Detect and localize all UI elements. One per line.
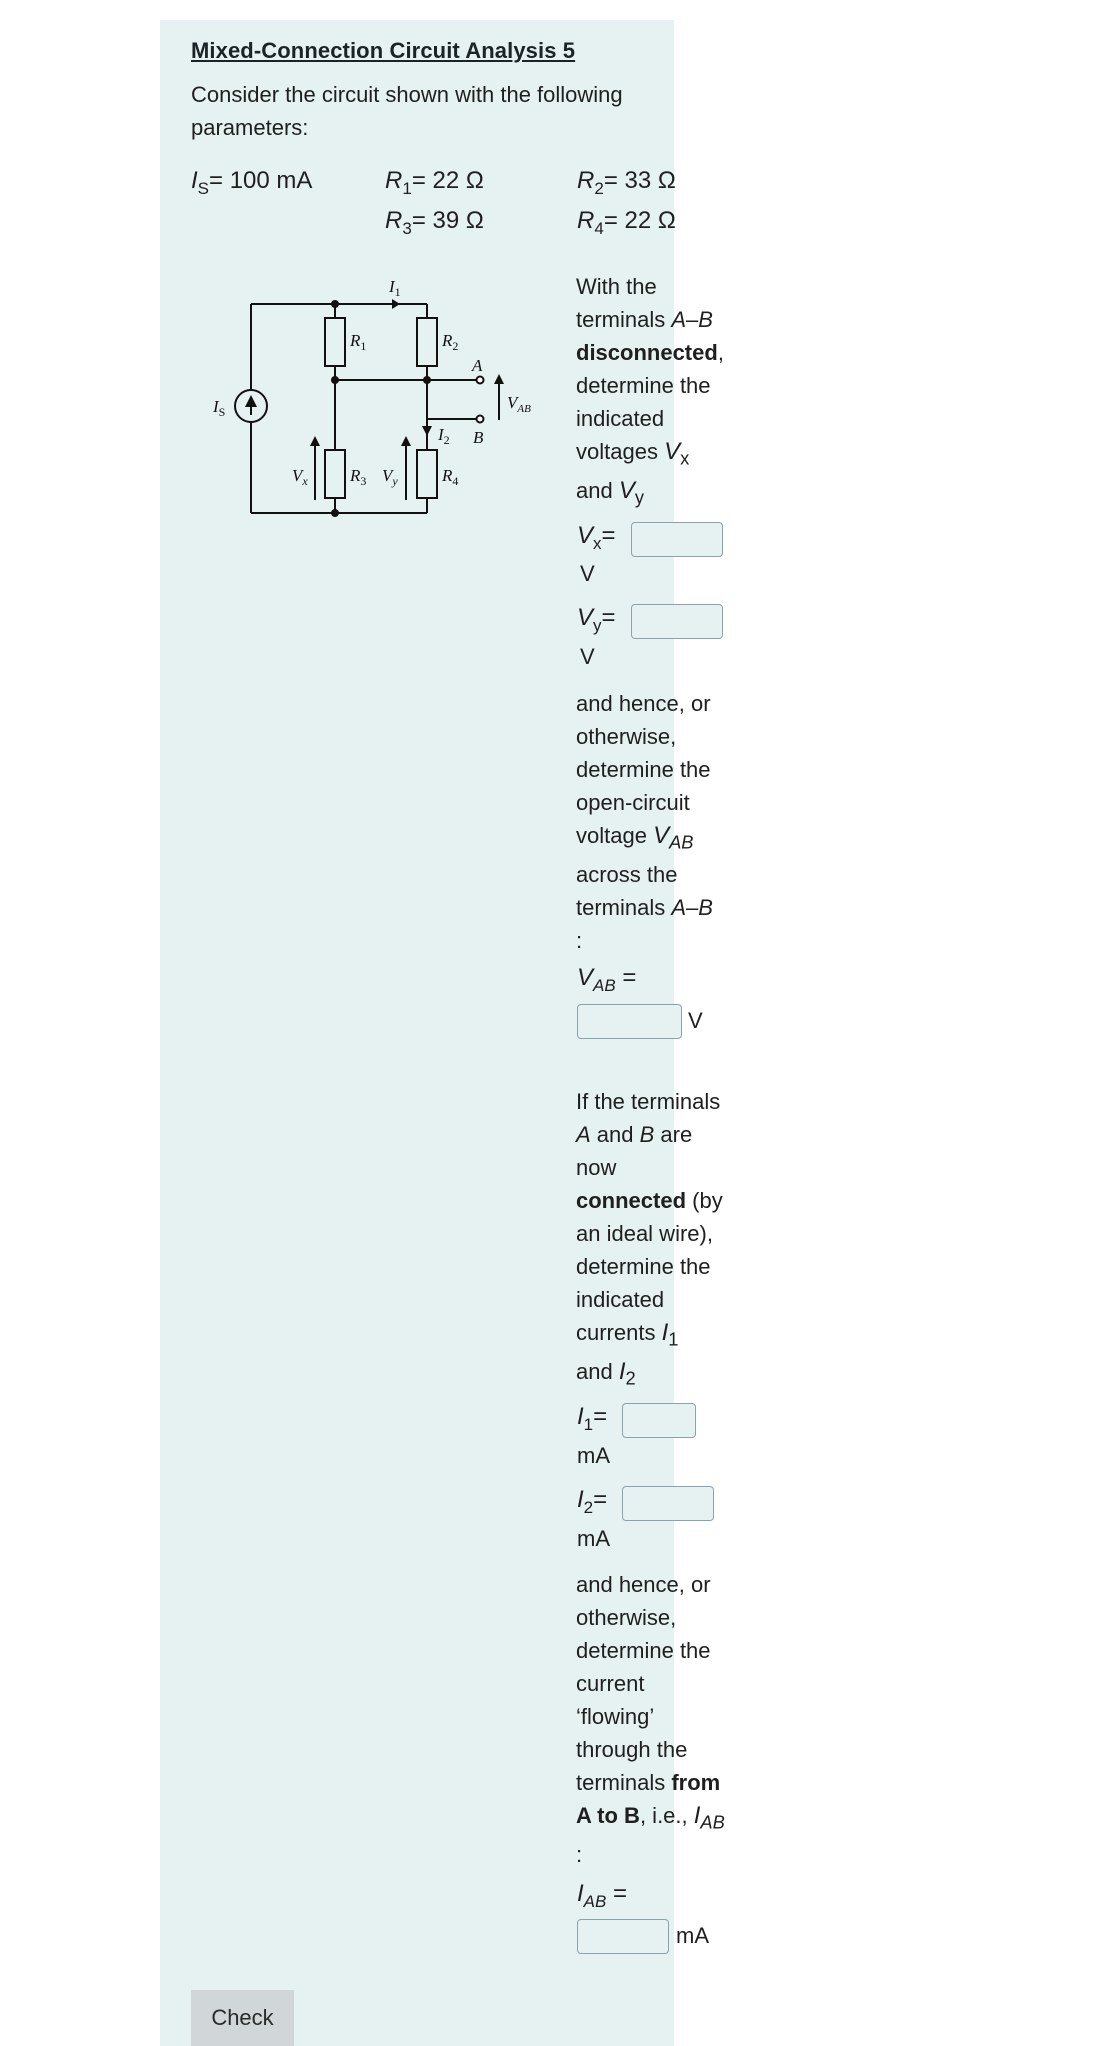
label-i2: $I_2$ — [438, 425, 450, 447]
i1-label: $I_1=$ — [577, 1403, 608, 1434]
part3-text: If the terminals A and B are now connected (by an ideal wire), determine the indicated currents $I_1$ and $I_2$ — [576, 1089, 723, 1389]
param-r1: $R_1= 22$ Ω — [385, 167, 484, 198]
vx-unit: V — [580, 561, 595, 586]
label-i1: $I_1$ — [389, 277, 401, 299]
vy-unit: V — [580, 644, 595, 669]
label-b: B — [473, 428, 484, 447]
vab-unit: V — [688, 1008, 703, 1033]
vy-label: $V_y=$ — [577, 604, 616, 635]
intro-text: Consider the circuit shown with the following parameters: — [191, 82, 623, 140]
page-title: Mixed-Connection Circuit Analysis 5 — [191, 38, 576, 63]
param-r4: $R_4= 22$ Ω — [577, 207, 676, 238]
label-a: A — [472, 356, 483, 375]
param-r3: $R_3= 39$ Ω — [385, 207, 484, 238]
label-is: $I_S$ — [213, 397, 226, 419]
param-r2: $R_2= 33$ Ω — [577, 167, 676, 198]
label-r4: $R_4$ — [442, 466, 459, 488]
label-vy: $V_y$ — [382, 466, 398, 488]
part4-text: and hence, or otherwise, determine the current ‘flowing’ through the terminals from A to B, i.e., $I_{AB}$ : — [576, 1572, 725, 1868]
label-r1: $R_1$ — [350, 331, 367, 353]
part1-text: With the terminals A–B disconnected, determine the indicated voltages $V_x$ and $V_y$ — [576, 274, 724, 508]
circuit-diagram — [205, 268, 545, 528]
vy-input[interactable] — [631, 604, 723, 639]
param-is: $I_S= 100$ mA — [191, 167, 313, 198]
check-button[interactable]: Check — [191, 1990, 294, 2046]
label-r2: $R_2$ — [442, 331, 459, 353]
vab-label: $V_{AB}$ = — [577, 964, 637, 995]
part2-text: and hence, or otherwise, determine the open-circuit voltage $V_{AB}$ across the terminals A–B : — [576, 691, 713, 954]
vab-input[interactable] — [577, 1004, 682, 1039]
i2-label: $I_2=$ — [577, 1486, 608, 1517]
vx-label: $V_x=$ — [577, 522, 616, 553]
i2-input[interactable] — [622, 1486, 714, 1521]
iab-label: $I_{AB}$ = — [577, 1880, 628, 1911]
i1-unit: mA — [577, 1443, 610, 1468]
i2-unit: mA — [577, 1526, 610, 1551]
iab-unit: mA — [676, 1923, 709, 1948]
label-vx: $V_x$ — [292, 466, 308, 488]
iab-input[interactable] — [577, 1919, 669, 1954]
label-r3: $R_3$ — [350, 466, 367, 488]
label-vab: $V_{AB}$ — [507, 393, 531, 415]
i1-input[interactable] — [622, 1403, 696, 1438]
vx-input[interactable] — [631, 522, 723, 557]
